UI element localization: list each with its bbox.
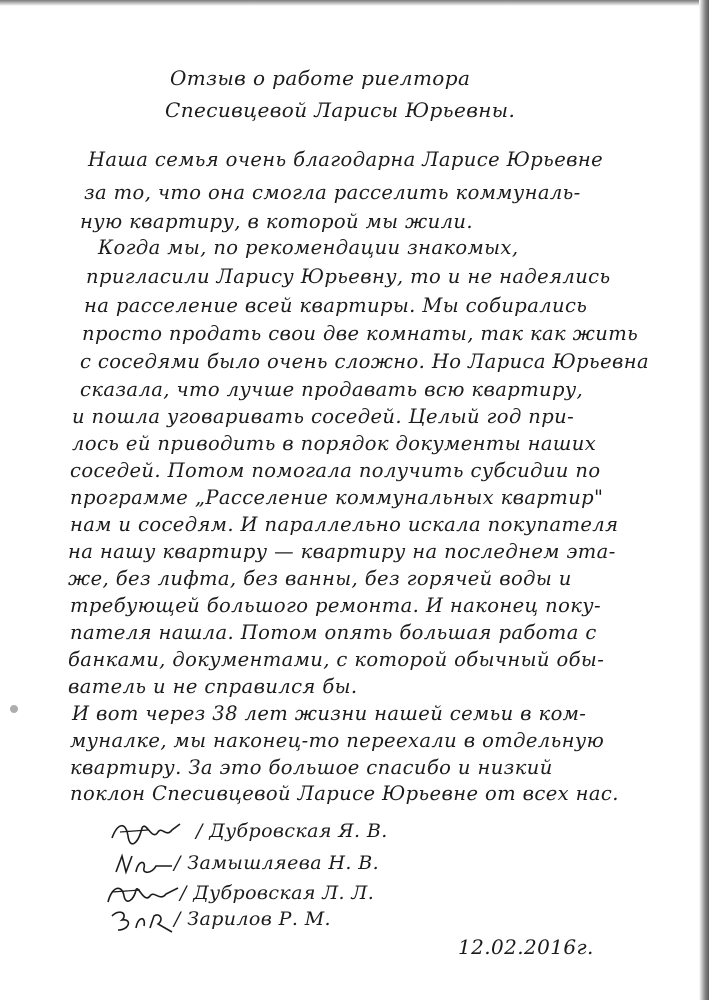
signature-row [108,906,448,934]
document-date: 12.02.2016г. [458,935,594,959]
body-line: муналке, мы наконец-то переехали в отдельную [70,729,605,752]
body-line: же, без лифта, без ванны, без горячей воды и [68,567,572,590]
body-line: пателя нашла. Потом опять большая работа с [70,621,597,644]
body-line: пригласили Ларису Юрьевну, то и не надеялись [86,265,611,288]
body-line: на расселение всей квартиры. Мы собирались [84,294,588,317]
signature-name: / Дубровская Я. В. [196,820,388,842]
body-line: банками, документами, с которой обычный обы- [68,648,605,671]
body-line: просто продать свои две комнаты, так как жить [82,322,639,345]
body-line: нам и соседям. И параллельно искала покупателя [70,513,619,536]
body-line: с соседями было очень сложно. Но Лариса Юрьевна [80,350,650,373]
body-line: программе „Расселение коммунальных квартир" [70,486,604,509]
body-line: Когда мы, по рекомендации знакомых, [98,236,519,259]
body-line: ную квартиру, в которой мы жили. [80,210,473,233]
handwritten-signature-mark [108,818,190,848]
scan-right-edge [699,0,709,1000]
body-line: за то, что она смогла расселить коммуналь- [84,181,581,204]
body-line: квартиру. За это большое спасибо и низкий [70,756,553,779]
signature-name: / Дубровская Л. Л. [180,882,375,904]
body-line: и пошла уговаривать соседей. Целый год при- [72,405,575,428]
signature-name: / Зарилов Р. М. [174,908,331,930]
signature-row [112,850,452,878]
body-line: ватель и не справился бы. [68,675,358,698]
body-line: требующей большого ремонта. И наконец поку- [70,594,601,617]
signature-row [108,818,448,846]
handwritten-signature-mark [108,906,180,936]
scan-dot-mark [10,705,18,713]
body-line: И вот через 38 лет жизни нашей семьи в ком- [72,702,587,725]
document-title-line: Спесивцевой Ларисы Юрьевны. [165,98,516,122]
scan-top-edge [0,0,709,6]
body-line: на нашу квартиру — квартиру на последнем эта- [68,540,616,563]
handwritten-signature-mark [112,850,182,880]
body-line: лось ей приводить в порядок документы наших [72,432,597,455]
body-line: соседей. Потом помогала получить субсидии по [70,459,601,482]
document-title-line: Отзыв о работе риелтора [170,66,471,90]
body-line: сказала, что лучше продавать всю квартиру, [80,378,584,401]
body-line: поклон Спесивцевой Ларисе Юрьевне от всех нас. [70,782,619,805]
signature-row [104,880,444,908]
body-line: Наша семья очень благодарна Ларисе Юрьевне [88,148,604,171]
signature-name: / Замышляева Н. В. [174,852,380,874]
